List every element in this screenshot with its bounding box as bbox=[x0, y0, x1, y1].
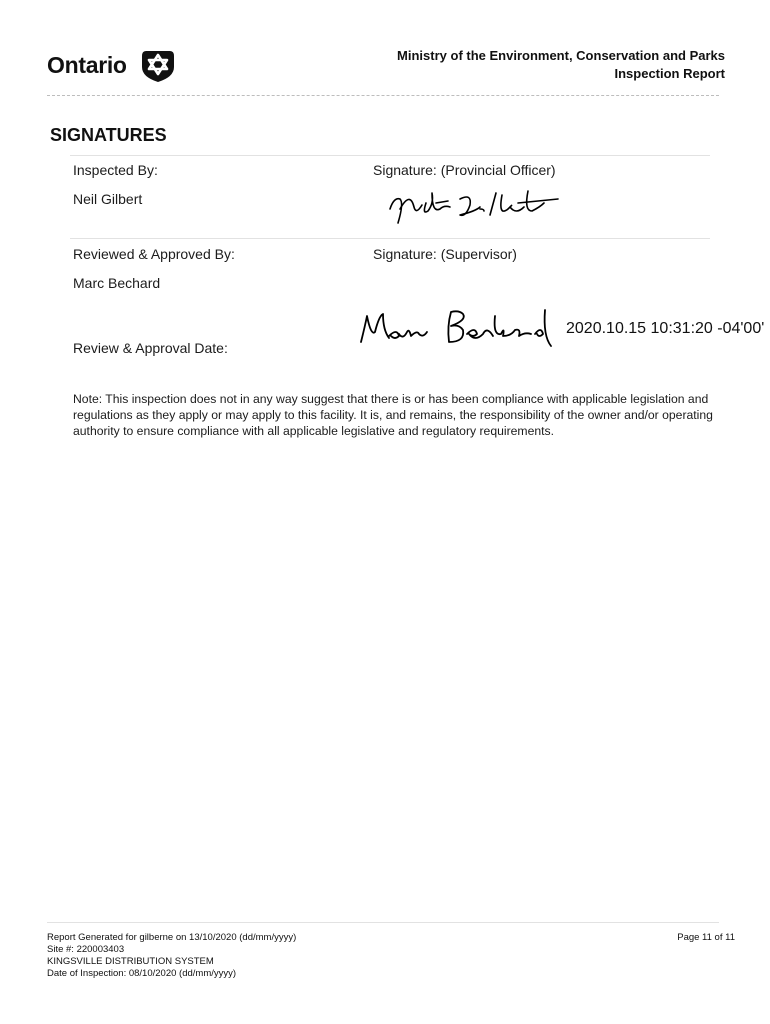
footer-system: KINGSVILLE DISTRIBUTION SYSTEM bbox=[47, 956, 214, 967]
trillium-icon bbox=[140, 47, 176, 83]
signature-timestamp: 2020.10.15 10:31:20 -04'00' bbox=[566, 320, 765, 337]
inspector-name: Neil Gilbert bbox=[73, 191, 143, 207]
header-divider bbox=[47, 95, 719, 96]
report-title: Inspection Report bbox=[614, 66, 725, 81]
supervisor-signature-label: Signature: (Supervisor) bbox=[373, 246, 517, 262]
supervisor-signature bbox=[355, 306, 565, 356]
reviewer-name: Marc Bechard bbox=[73, 275, 161, 291]
officer-signature-label: Signature: (Provincial Officer) bbox=[373, 162, 556, 178]
footer-inspection-date: Date of Inspection: 08/10/2020 (dd/mm/yyyy) bbox=[47, 968, 237, 979]
row-divider bbox=[70, 238, 710, 239]
section-title: SIGNATURES bbox=[50, 125, 167, 145]
review-date-label: Review & Approval Date: bbox=[73, 340, 228, 356]
section-divider bbox=[70, 155, 710, 156]
footer-site: Site #: 220003403 bbox=[47, 944, 125, 955]
officer-signature bbox=[380, 185, 565, 230]
footer-divider bbox=[47, 922, 719, 923]
inspected-by-label: Inspected By: bbox=[73, 162, 158, 178]
compliance-note: Note: This inspection does not in any way suggest that there is or has been compliance with applicable legislation and regulations as they apply or may apply to this facility. It is, and remains, the responsibility of the owner and/or operating authority to ensure compliance with all applicable legislative and regulatory requirements. bbox=[73, 392, 713, 438]
ministry-name: Ministry of the Environment, Conservation and Parks bbox=[397, 48, 725, 63]
ontario-logo-text: Ontario bbox=[47, 52, 127, 78]
reviewed-by-label: Reviewed & Approved By: bbox=[73, 246, 235, 262]
footer-generated: Report Generated for gilberne on 13/10/2020 (dd/mm/yyyy) bbox=[47, 932, 297, 943]
page-number: Page 11 of 11 bbox=[677, 932, 735, 943]
